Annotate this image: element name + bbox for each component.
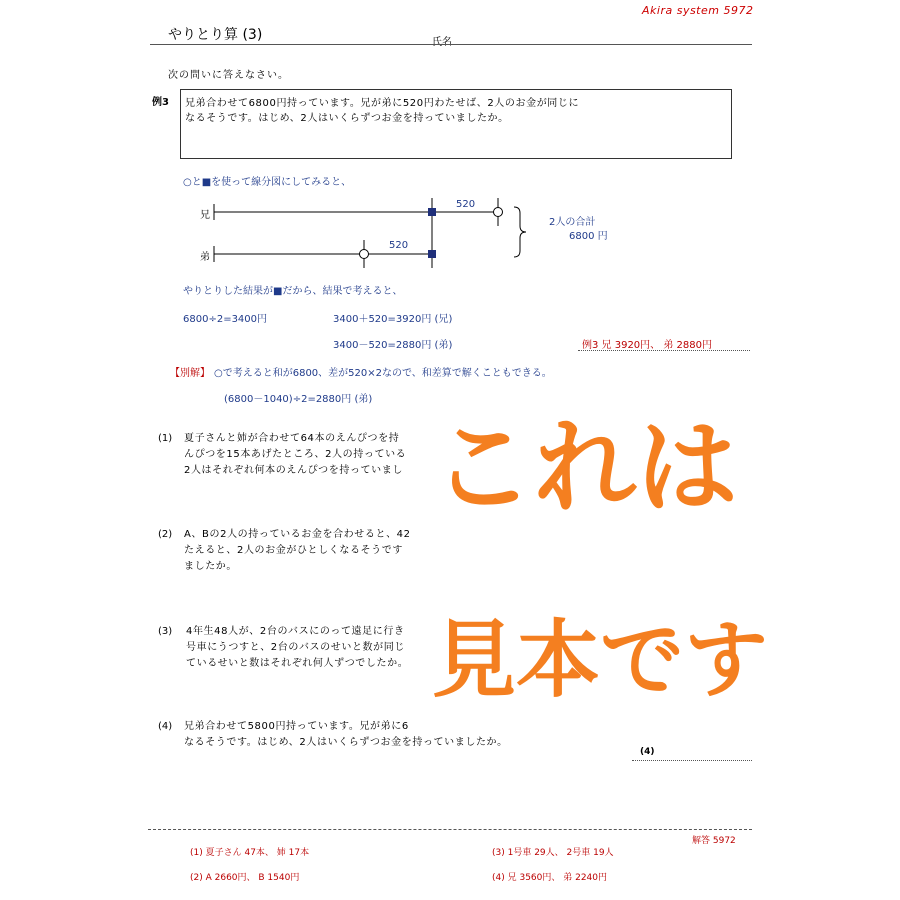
question-1-text: 夏子さんと姉が合わせて64本のえんぴつを持 んぴつを15本あげたところ、2人の持っている 2人はそれぞれ何本のえんぴつを持っていまし — [184, 433, 407, 476]
square-marker-bottom — [428, 250, 436, 258]
calc-3: 3400－520=2880円 (弟) — [333, 340, 453, 351]
older-brother-label: 兄 — [200, 210, 210, 221]
answer-4: (4) 兄 3560円、 弟 2240円 — [492, 873, 608, 883]
page-title: やりとり算 (3) — [168, 27, 263, 43]
answer-3: (3) 1号車 29人、 2号車 19人 — [492, 848, 614, 858]
instruction: 次の問いに答えなさい。 — [168, 70, 289, 81]
answer-blank-line — [632, 760, 752, 761]
question-4-number: (4) — [158, 721, 173, 732]
top-amount-label: 520 — [456, 199, 476, 210]
calc-2: 3400＋520=3920円 (兄) — [333, 314, 453, 325]
question-2-text: A、Bの2人の持っているお金を合わせると、42 たえると、2人のお金がひとしくなるそうです ましたか。 — [184, 529, 411, 572]
answers-header: 解答 5972 — [692, 836, 736, 846]
total-value: 6800 円 — [569, 231, 608, 242]
example-line-2: なるそうです。はじめ、2人はいくらずつお金を持っていましたか。 — [185, 113, 509, 124]
question-3-text: 4年生48人が、2台のバスにのって遠足に行き 号車にうつすと、2台のバスのせいと数が同じ ているせいと数はそれぞれ何人ずつでしたか。 — [186, 626, 409, 669]
alt-solution-calc: (6800－1040)÷2=2880円 (弟) — [224, 394, 373, 405]
question-3-number: (3) — [158, 626, 173, 637]
calc-1: 6800÷2=3400円 — [183, 314, 268, 325]
circle-marker-top — [494, 208, 503, 217]
example-answer: 例3 兄 3920円、 弟 2880円 — [582, 340, 712, 351]
question-1-number: (1) — [158, 433, 173, 444]
example-line-1: 兄弟合わせて6800円持っています。兄が弟に520円わたせば、2人のお金が同じに — [185, 98, 580, 109]
sample-watermark-line-1: これは — [432, 409, 738, 528]
alt-solution-text: ○で考えると和が6800、差が520×2なので、和差算で解くこともできる。 — [214, 368, 552, 379]
answer-2: (2) A 2660円、 B 1540円 — [190, 873, 300, 883]
brand-label: Akira system 5972 — [642, 4, 754, 17]
alt-solution-label: 【別解】 — [170, 368, 210, 379]
total-bracket — [514, 207, 526, 257]
name-label: 氏名 — [432, 37, 452, 48]
answer-blank-label: (4) — [640, 747, 655, 757]
bottom-amount-label: 520 — [389, 240, 409, 251]
explanation-line: やりとりした結果が■だから、結果で考えると、 — [183, 286, 403, 297]
total-label: 2人の合計 — [549, 217, 596, 228]
square-marker-top — [428, 208, 436, 216]
answer-1: (1) 夏子さん 47本、 姉 17本 — [190, 848, 310, 858]
answer-separator — [148, 829, 752, 830]
younger-brother-label: 弟 — [200, 252, 210, 263]
example-label: 例3 — [152, 97, 169, 108]
example-answer-line — [578, 350, 750, 351]
question-4-text: 兄弟合わせて5800円持っています。兄が弟に6 なるそうです。はじめ、2人はいくらずつお金を持っていましたか。 — [184, 721, 508, 748]
question-2-number: (2) — [158, 529, 173, 540]
sample-watermark-line-2: 見本です — [432, 611, 769, 709]
circle-marker-bottom — [360, 250, 369, 259]
diagram-intro: ○と■を使って線分図にしてみると、 — [183, 177, 352, 188]
